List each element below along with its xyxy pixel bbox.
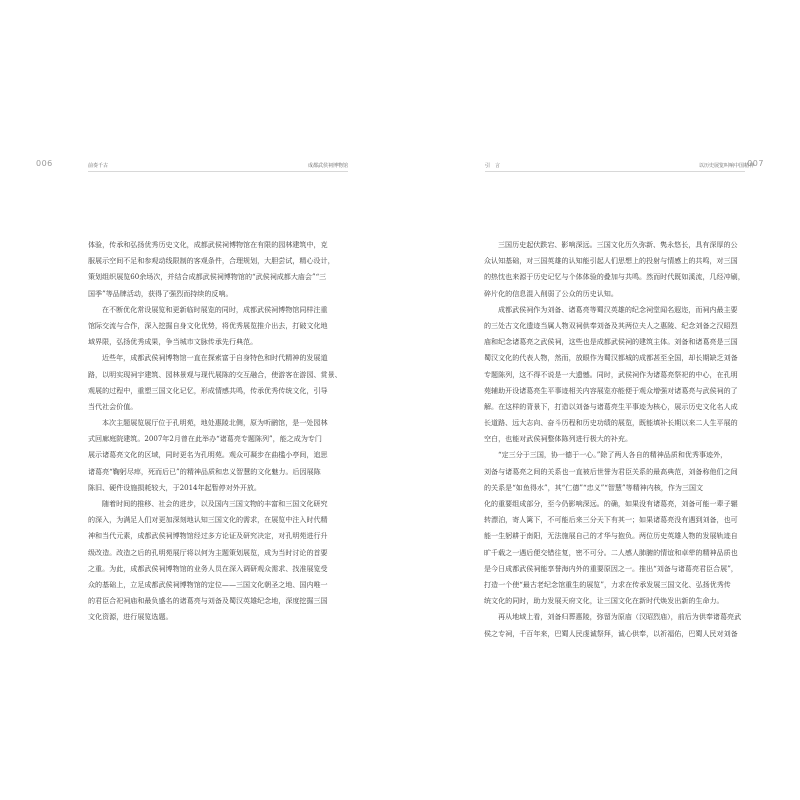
text-line: 蜀汉文化的代表人物，然而，放眼作为蜀汉都城的成都甚至全国，却长期缺乏刘备: [484, 353, 738, 363]
text-line: 的热忱也来源于历史记忆与个体体验的叠加与共鸣。然而时代既如溪流，几经冲刷，: [484, 272, 745, 282]
header-rule-right: [485, 171, 745, 172]
text-line: 近些年，成都武侯祠博物馆一直在探索富于自身特色和时代精神的发展道: [102, 353, 328, 363]
text-line: 国季”等品牌活动，获得了强烈而持续的反响。: [88, 288, 233, 298]
text-line: 的三处古文化遗迹当属人物双祠供奉刘备及其两位夫人之惠陵、纪念刘备之汉昭烈: [484, 320, 738, 330]
text-line: 域界限，弘扬优秀成果，争当城市文脉传承先行典范。: [88, 337, 258, 347]
text-line: 苑辅助开设诸葛亮生平事迹相关内容展览亦能便于观众增强对诸葛亮与武侯祠的了: [484, 385, 738, 395]
text-line: 空白，也能对武侯祠整体陈列进行极大的补充。: [484, 434, 632, 444]
text-line: 转漂泊，寄人篱下，不可能后来三分天下有其一；如果诸葛亮没有遇到刘备，也可: [484, 515, 738, 525]
text-line: 展示诸葛亮文化的区域，同时更名为孔明苑。观众可凝步在曲槛小亭间，追思: [88, 450, 328, 460]
text-line: 打造一个使“最古老纪念馆重生的展览”，力求在传承发展三国文化、弘扬优秀传: [484, 579, 731, 589]
running-head-left-title: 成都武侯祠博物馆: [307, 163, 348, 169]
text-line: 再从地域上看，刘备归葬惠陵，弥留为原庙（汉昭烈庙），前后为供奉诸葛亮武: [498, 612, 742, 622]
text-line: 体验，传承和弘扬优秀历史文化，成都武侯祠博物馆在有限的园林建筑中，克: [88, 240, 328, 249]
text-line: 在不断优化常设展览和更新临时展览的同时，成都武侯祠博物馆同样注重: [102, 304, 328, 314]
running-head-right-title: 以历史展览叫响中国精神: [698, 163, 754, 169]
running-head-left-section: 前奏千古: [88, 163, 109, 169]
text-line: 式回廊庭院建筑。2007年2月曾在此举办“诸葛亮专题陈列”，能之成为专门: [88, 434, 322, 444]
text-line: 的君臣合祀祠庙和最负盛名的诸葛亮与刘备及蜀汉英雄纪念地，深度挖掘三国: [88, 596, 328, 606]
text-line: 成都武侯祠作为刘备、诸葛亮等蜀汉英雄的纪念祠堂闻名遐迩，而祠内最主要: [498, 304, 738, 314]
left-body-text: [88, 237, 352, 626]
text-line: 碎片化的信息混入削弱了公众的历史认知。: [484, 288, 618, 298]
text-line: 能一生躬耕于南阳，无法施展自己的才华与抱负。两位历史英雄人物的发展轨迹自: [484, 531, 738, 541]
text-line: 服展示空间不足和参观动线限制的客观条件，合理规划，大胆尝试，精心设计，: [88, 256, 335, 266]
text-line: 旷千载之一遇后便交错往复，密不可分。二人感人肺腑的情谊和卓荦的精神品质也: [484, 547, 738, 557]
text-line: 陈旧、硬件设施损耗较大，于2014年起暂停对外开放。: [88, 482, 261, 492]
text-line: 级改造。改造之后的孔明苑展厅将以何为主题策划展览，成为当时讨论的首要: [88, 547, 328, 557]
running-head-right-section: 引 言: [485, 163, 501, 169]
text-line: 众认知基础，对三国英雄的认知能引起人们思想上的投射与情感上的共鸣，对三国: [484, 256, 738, 266]
text-line: 之重。为此，成都武侯祠博物馆的业务人员在深入调研观众需求、找准展览受: [88, 563, 328, 573]
text-line: 策划组织展览60余场次，并结合成都武侯祠博物馆的“武侯祠成都大庙会”“三: [88, 272, 327, 282]
text-line: 侯之专祠，千百年来，巴蜀人民虔诚祭拜，诚心供奉，以祈福佑，巴蜀人民对刘备: [484, 628, 738, 638]
right-body-text: [484, 237, 748, 642]
text-line: 庙和纪念诸葛亮之武侯祠，这些也是成都武侯祠的建筑主体。刘备和诸葛亮是三国: [484, 337, 738, 347]
text-line: 当代社会价值。: [88, 401, 138, 411]
text-line: 路，以明实现祠宇建筑、园林景观与现代展陈的交互融合，使游客在游园、赏景、: [88, 369, 342, 379]
text-line: 随着时间的推移、社会的进步，以及国内三国文物的丰富和三国文化研究: [102, 499, 328, 508]
right-page: [400, 0, 800, 800]
text-line: 文化资源，进行展览选题。: [88, 612, 173, 622]
text-line: 三国历史起伏跌宕、影响深远。三国文化历久弥新、隽永悠长，具有深厚的公: [498, 240, 738, 249]
text-line: 统文化的同时，助力发展天府文化，让三国文化在新时代焕发出新的生命力。: [484, 596, 724, 606]
text-line: 众的基础上，立足成都武侯祠博物馆的定位——三国文化朝圣之地、国内唯一: [88, 579, 328, 589]
text-line: 本次主题展览展厅位于孔明苑，地处惠陵北侧，原为听鹂馆，是一处园林: [102, 418, 328, 428]
header-rule-left: [88, 171, 348, 172]
text-line: 专题陈列，这不得不说是一大遗憾。同时，武侯祠作为诸葛亮祭祀的中心，在孔明: [484, 369, 738, 379]
text-line: 化的重要组成部分，至今仍影响深远。的确，如果没有诸葛亮，刘备可能一辈子辗: [484, 499, 738, 508]
text-line: 是今日成都武侯祠能享誉海内外的重要原因之一。推出“刘备与诸葛亮君臣合展”，: [484, 563, 738, 573]
text-line: “定三分于三国，协一德于一心。”除了两人各自的精神品质和优秀事迹外，: [498, 450, 728, 460]
text-line: 解。在这样的背景下，打造以刘备与诸葛亮生平事迹为核心，展示历史文化名人成: [484, 401, 738, 411]
text-line: 神和当代元素，成都武侯祠博物馆经过多方论证及研究决定，对孔明苑进行升: [88, 531, 328, 541]
text-line: 长道路、远大志向、奋斗历程和历史功绩的展览，既能填补长期以来二人生平展的: [484, 418, 738, 428]
text-line: 的关系是“如鱼得水”，其“仁德”“忠义”“智慧”等精神内核，作为三国文: [484, 482, 704, 492]
text-line: 观展的过程中，重塑三国文化记忆，形成情感共鸣，传承优秀传统文化，引导: [88, 385, 328, 395]
text-line: 诸葛亮“鞠躬尽瘁，死而后已”的精神品质和忠义智慧的文化魅力。后因展陈: [88, 466, 321, 476]
page-number-right: 007: [747, 159, 764, 168]
text-line: 刘备与诸葛亮之间的关系也一直被后世誉为君臣关系的最高典范，刘备称他们之间: [484, 466, 738, 476]
text-line: 馆际交流与合作，深入挖掘自身文化优势，将优秀展览推介出去，打破文化地: [88, 320, 328, 330]
page-number-left: 006: [36, 159, 53, 168]
text-line: 的深入，为满足人们对更加深刻地认知三国文化的需求，在展览中注入时代精: [88, 515, 328, 525]
